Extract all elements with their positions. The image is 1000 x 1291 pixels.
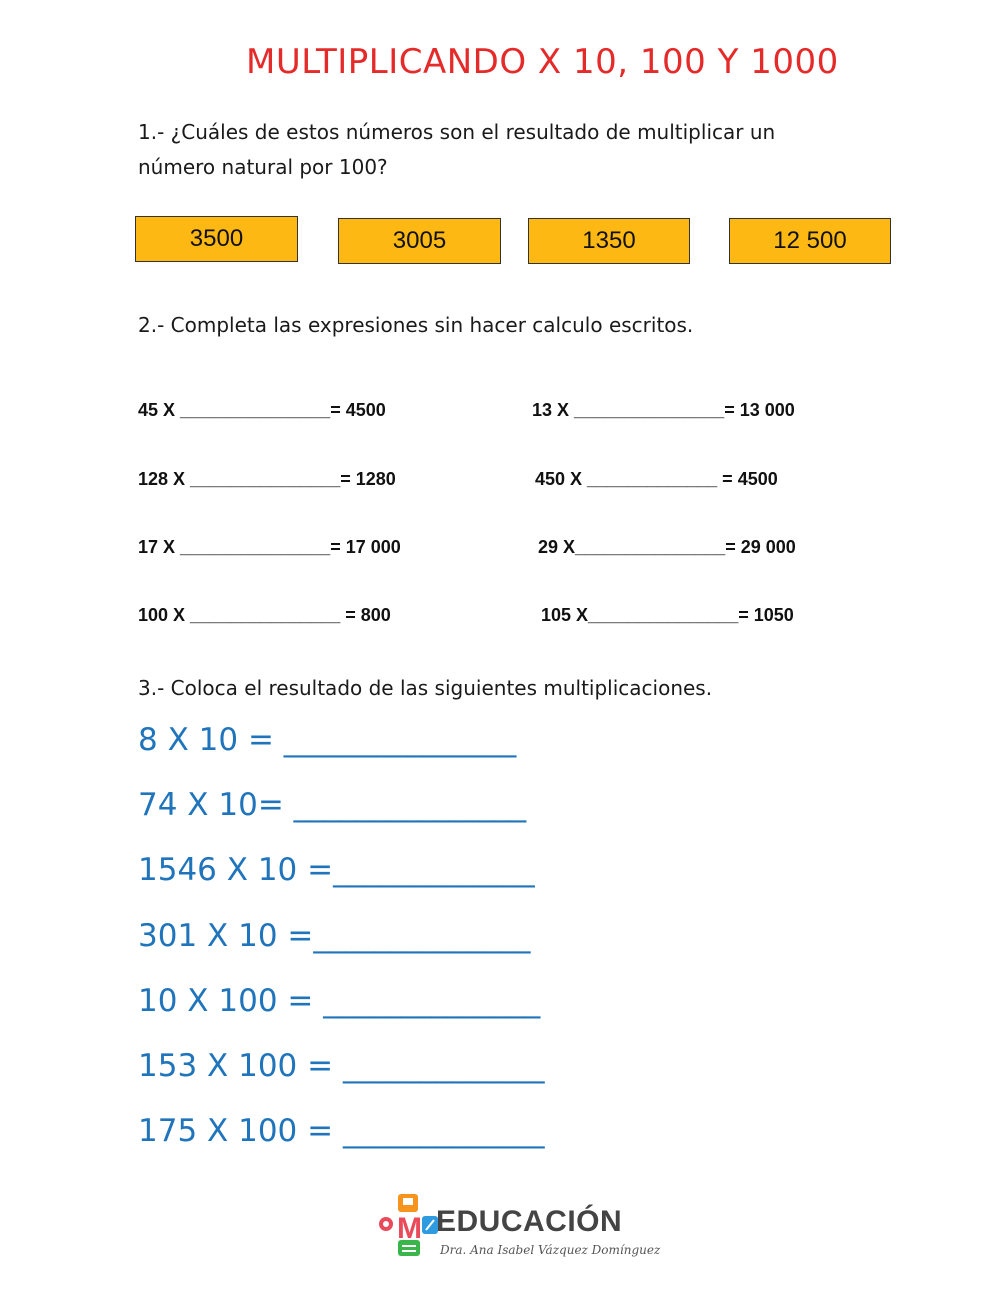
question-1-line-1: 1.- ¿Cuáles de estos números son el resultado de multiplicar un (138, 120, 776, 144)
answer-option-1[interactable]: 3500 (135, 216, 298, 262)
exercise-1[interactable]: 8 X 10 = _______________ (138, 722, 517, 758)
expression-right-2[interactable]: 450 X _____________ = 4500 (535, 469, 778, 489)
logo-letter: M (397, 1212, 422, 1245)
question-2-prompt: 2.- Completa las expresiones sin hacer calculo escritos. (138, 313, 694, 337)
expression-left-2[interactable]: 128 X _______________= 1280 (138, 469, 396, 489)
answer-option-3[interactable]: 1350 (528, 218, 690, 264)
answer-option-4[interactable]: 12 500 (729, 218, 891, 264)
question-3-prompt: 3.- Coloca el resultado de las siguientes multiplicaciones. (138, 676, 713, 700)
expression-right-3[interactable]: 29 X_______________= 29 000 (538, 537, 796, 557)
exercise-3[interactable]: 1546 X 10 =_____________ (138, 852, 535, 888)
exercise-2[interactable]: 74 X 10= _______________ (138, 787, 527, 823)
worksheet-title: MULTIPLICANDO X 10, 100 Y 1000 (246, 42, 839, 82)
logo-subtitle: Dra. Ana Isabel Vázquez Domínguez (440, 1243, 661, 1257)
exercise-6[interactable]: 153 X 100 = _____________ (138, 1048, 545, 1084)
logo-brand-text: EDUCACIÓN (436, 1205, 623, 1238)
expression-left-1[interactable]: 45 X _______________= 4500 (138, 400, 386, 420)
exercise-7[interactable]: 175 X 100 = _____________ (138, 1113, 545, 1149)
expression-right-4[interactable]: 105 X_______________= 1050 (541, 605, 794, 625)
exercise-4[interactable]: 301 X 10 =______________ (138, 918, 531, 954)
exercise-5[interactable]: 10 X 100 = ______________ (138, 983, 541, 1019)
answer-option-2[interactable]: 3005 (338, 218, 501, 264)
expression-left-3[interactable]: 17 X _______________= 17 000 (138, 537, 401, 557)
question-1-line-2: número natural por 100? (138, 155, 388, 179)
expression-left-4[interactable]: 100 X _______________ = 800 (138, 605, 391, 625)
expression-right-1[interactable]: 13 X _______________= 13 000 (532, 400, 795, 420)
